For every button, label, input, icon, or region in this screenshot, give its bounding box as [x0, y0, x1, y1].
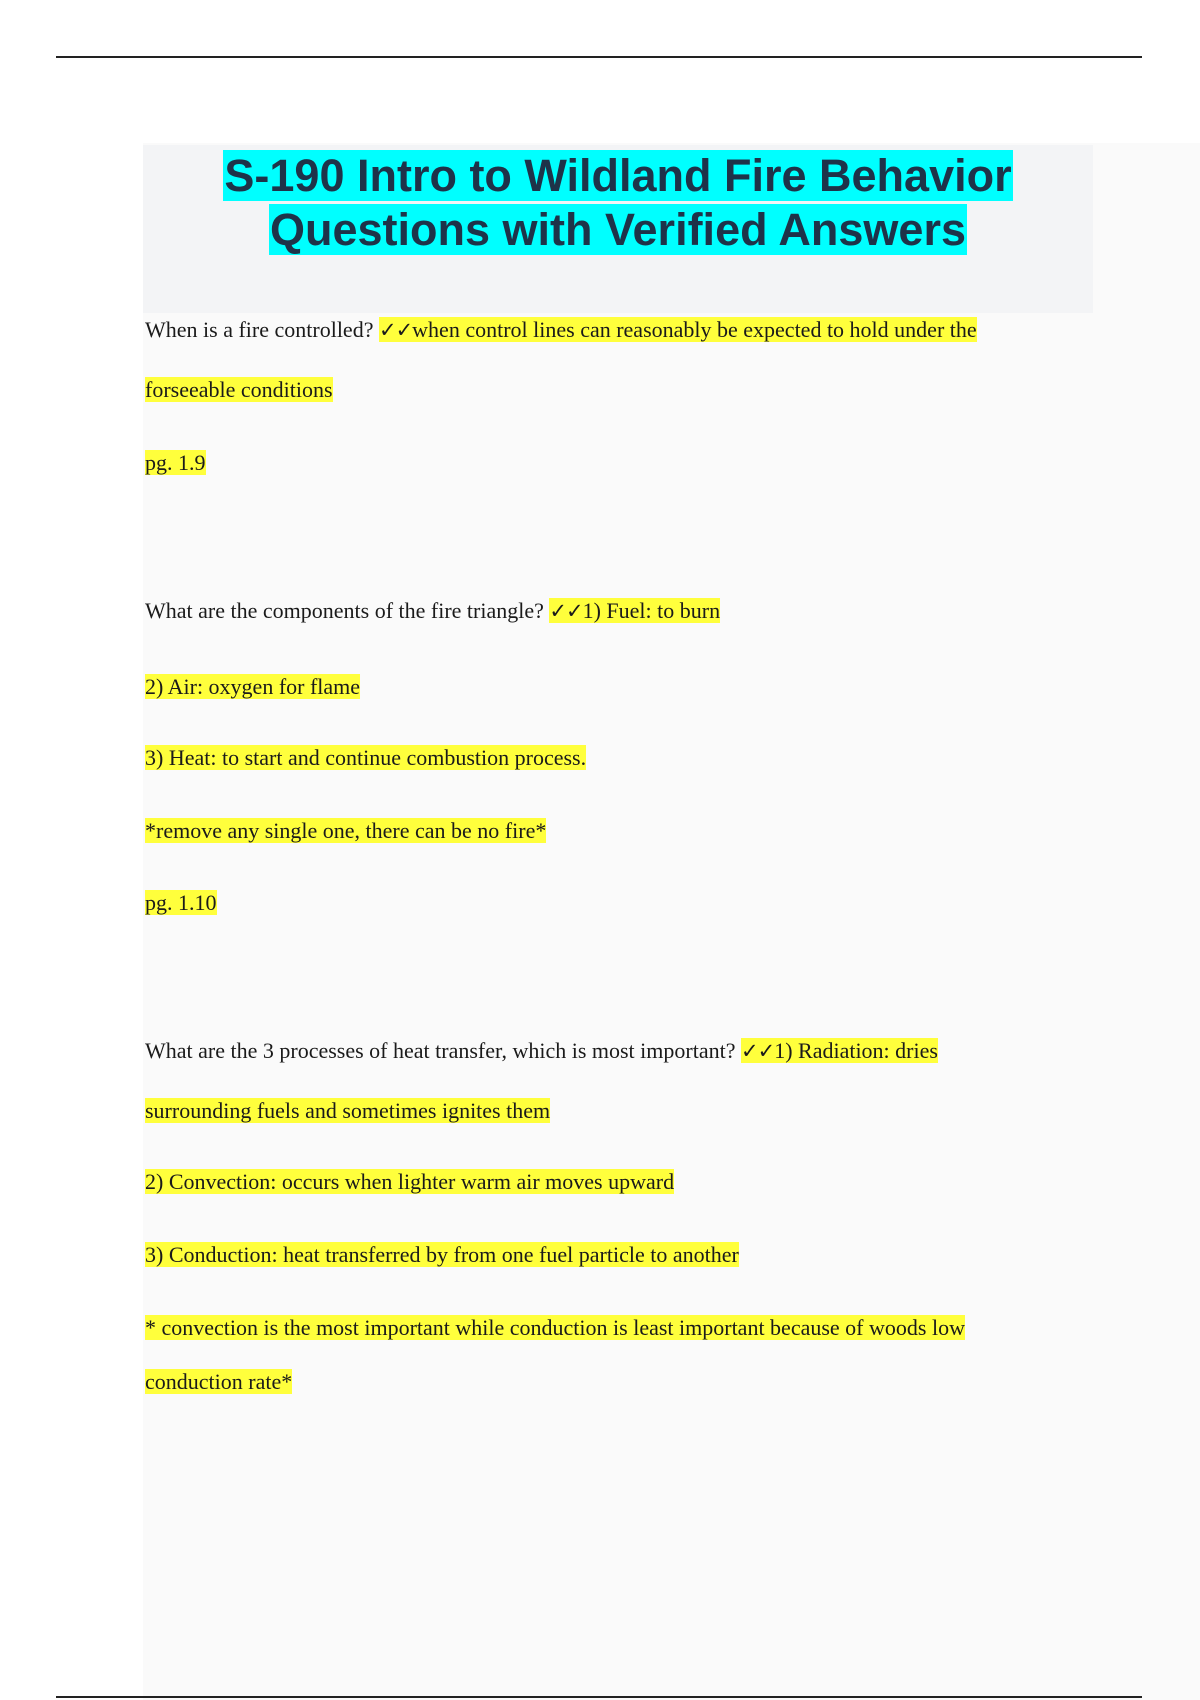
qa-1-answer-start [379, 317, 977, 342]
qa-2-answer-line [145, 672, 360, 702]
qa-3-answer-line [145, 1367, 292, 1397]
qa-3-answer-line-2: surrounding fuels and sometimes ignites them [145, 1098, 551, 1123]
bottom-rule [56, 1696, 1142, 1698]
qa-2-question-line [145, 596, 720, 626]
title-block [143, 145, 1093, 313]
qa-1-question-line [145, 315, 977, 345]
qa-1-answer-line [145, 375, 333, 405]
qa-2-answer-line [145, 816, 546, 846]
qa-2-answer-start [549, 598, 720, 623]
qa-3-answer-line [145, 1313, 965, 1343]
qa-3-answer-line-1: 1) Radiation: dries [774, 1038, 938, 1063]
qa-3-answer-line [145, 1096, 550, 1126]
qa-3-answer-line [145, 1240, 739, 1270]
title-text-1: S-190 Intro to Wildland Fire Behavior [224, 150, 1012, 201]
qa-2-answer-line-2: 2) Air: oxygen for flame [145, 674, 361, 699]
qa-2-answer-line-3: 3) Heat: to start and continue combustion process. [145, 745, 587, 770]
qa-1-answer-line-1: when control lines can reasonably be expected to hold under the [412, 317, 977, 342]
qa-2-answer-line-5: pg. 1.10 [145, 890, 217, 915]
qa-3-answer-line-5: * convection is the most important while conduction is least important because of woods low [145, 1315, 965, 1340]
qa-2-question: What are the components of the fire triangle? [145, 598, 550, 623]
title-text-2: Questions with Verified Answers [269, 204, 966, 255]
qa-1-answer-line-3: pg. 1.9 [145, 450, 206, 475]
qa-3-answer-start [741, 1038, 938, 1063]
qa-1-answer-line-2: forseeable conditions [145, 377, 333, 402]
qa-3-question-line [145, 1036, 938, 1066]
check-mark-icon: ✓✓ [740, 1039, 775, 1063]
title-line-1 [143, 149, 1093, 203]
top-rule [56, 56, 1142, 58]
qa-3-answer-line-6: conduction rate* [145, 1369, 293, 1394]
qa-1-page-ref [145, 448, 206, 478]
check-mark-icon: ✓✓ [549, 599, 583, 623]
check-mark-icon: ✓✓ [378, 318, 413, 342]
qa-3-answer-line-3: 2) Convection: occurs when lighter warm air moves upward [145, 1169, 675, 1194]
title-line-2 [143, 203, 1093, 257]
qa-2-answer-line [145, 743, 586, 773]
qa-3-question: What are the 3 processes of heat transfer, which is most important? [145, 1038, 741, 1063]
qa-2-answer-line-1: 1) Fuel: to burn [582, 598, 721, 623]
qa-2-answer-line-4: *remove any single one, there can be no fire* [145, 818, 547, 843]
qa-2-page-ref [145, 888, 217, 918]
qa-3-answer-line-4: 3) Conduction: heat transferred by from one fuel particle to another [145, 1242, 739, 1267]
qa-3-answer-line [145, 1167, 674, 1197]
qa-1-question: When is a fire controlled? [145, 317, 379, 342]
